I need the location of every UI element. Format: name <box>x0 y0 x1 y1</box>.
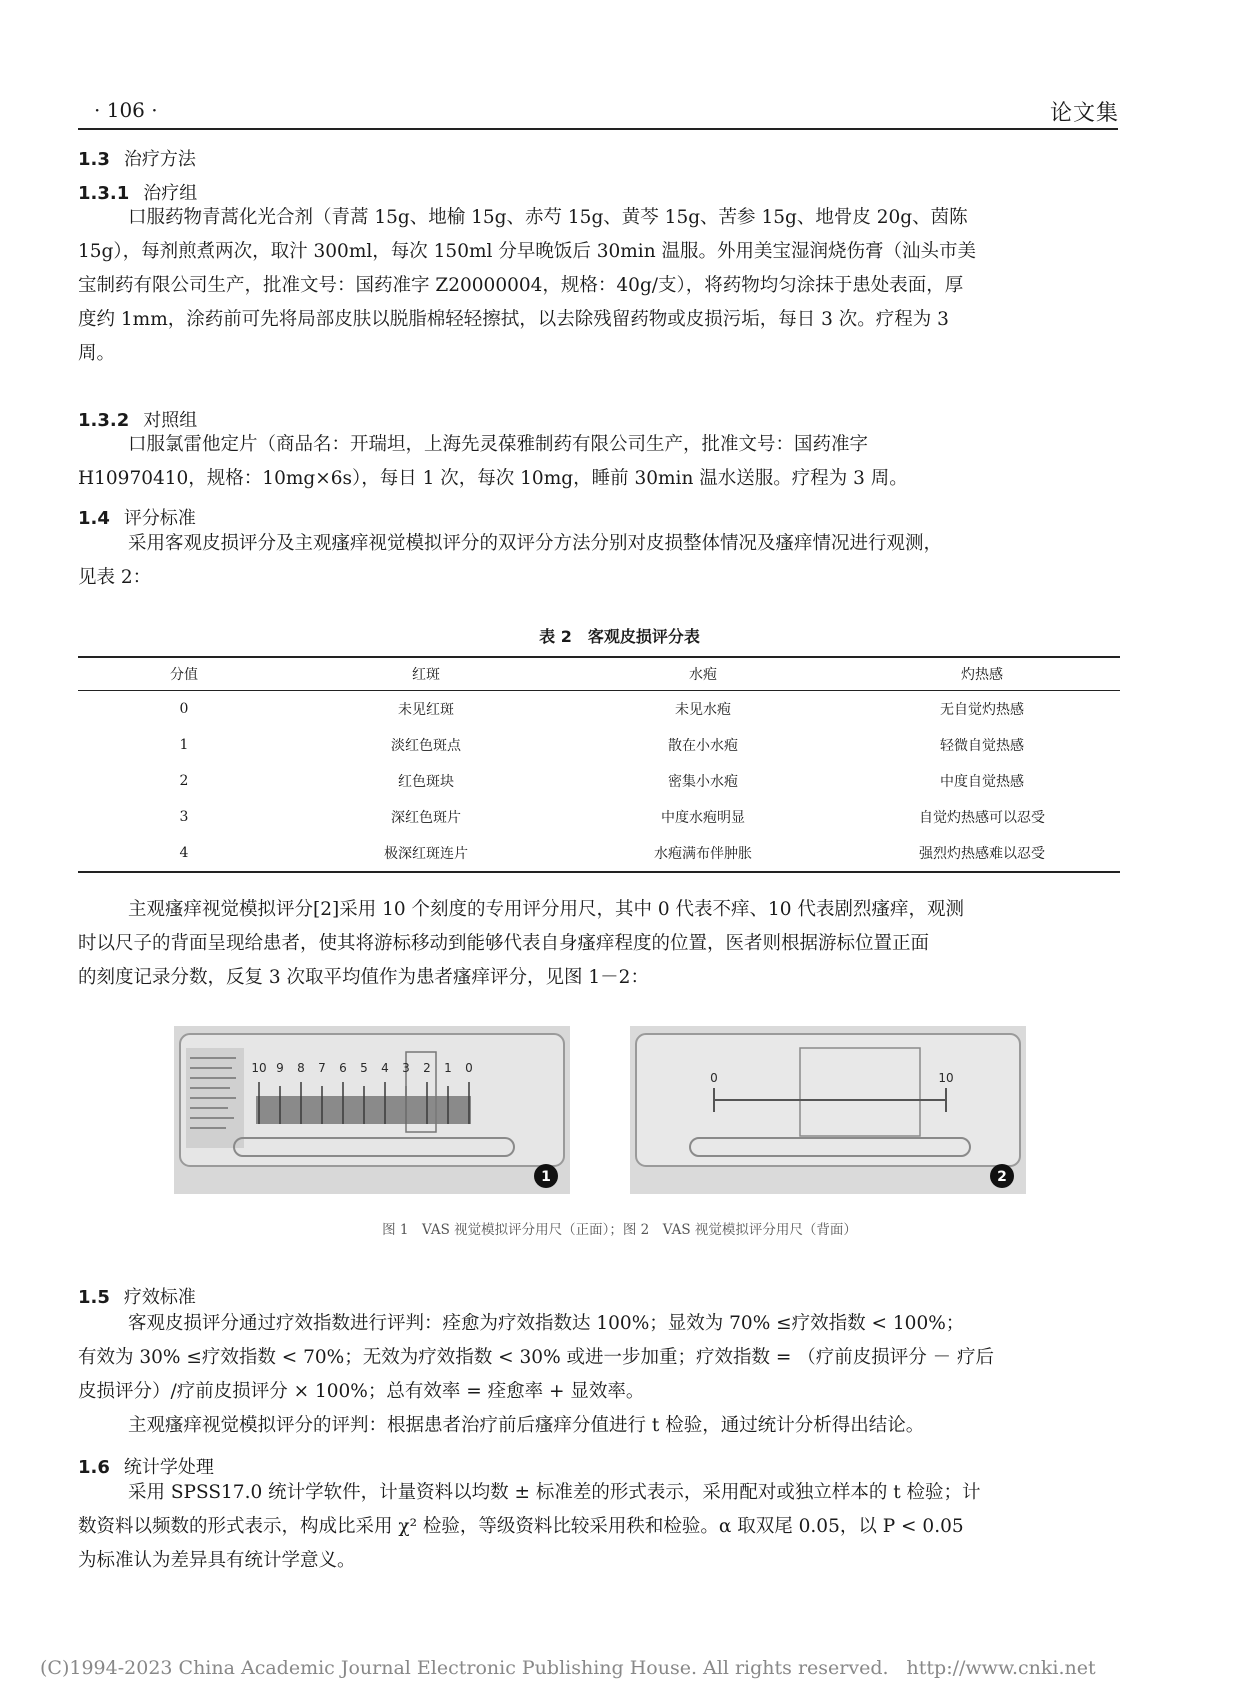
paragraph-treatment-group <box>78 201 1120 371</box>
cell-erythema: 红色斑块 <box>398 774 454 790</box>
cell-blister: 水疱满布伴肿胀 <box>562 835 844 872</box>
section-title: 统计学处理 <box>123 1457 214 1478</box>
copyright-text: (C)1994-2023 China Academic Journal Electronic Publishing House. All rights reserved. <box>40 1657 889 1679</box>
cell-burning: 无自觉灼热感 <box>940 702 1024 718</box>
section-title: 治疗组 <box>143 183 198 204</box>
table-row <box>78 799 1120 835</box>
cell-burning: 轻微自觉热感 <box>940 738 1024 754</box>
text-line: 口服药物青蒿化光合剂（青蒿 15g、地榆 15g、赤芍 15g、黄芩 15g、苦参 15g、地骨皮 20g、茵陈 <box>128 207 968 228</box>
text-line: 采用客观皮损评分及主观瘙痒视觉模拟评分的双评分方法分别对皮损整体情况及瘙痒情况进行观测， <box>128 533 943 554</box>
cell-erythema: 极深红斑连片 <box>290 835 562 872</box>
scale-label: 0 <box>710 1071 718 1085</box>
scale-label: 4 <box>381 1061 389 1075</box>
text-line: 时以尺子的背面呈现给患者，使其将游标移动到能够代表自身瘙痒程度的位置，医者则根据游标位置正面 <box>78 933 930 954</box>
table-header-row <box>78 657 1120 691</box>
section-title: 疗效标准 <box>123 1287 196 1308</box>
text-line: 宝制药有限公司生产，批准文号：国药准字 Z20000004，规格：40g/支），将药物均匀涂抹于患处表面，厚 <box>78 275 964 296</box>
text-line: 数资料以频数的形式表示，构成比采用 χ² 检验，等级资料比较采用秩和检验。α 取双尾 0.05，以 P < 0.05 <box>78 1516 964 1537</box>
section-number: 1.3.1 <box>78 183 130 204</box>
paragraph-vas <box>78 893 1120 995</box>
cell-burning: 自觉灼热感可以忍受 <box>919 810 1045 826</box>
cell-score: 4 <box>78 835 290 872</box>
text-line: 的刻度记录分数，反复 3 次取平均值作为患者瘙痒评分，见图 1－2： <box>78 967 649 988</box>
paragraph-scoring <box>78 527 1120 595</box>
section-1-3-heading <box>78 145 196 171</box>
paragraph-efficacy <box>78 1307 1120 1443</box>
scale-label: 7 <box>318 1061 326 1075</box>
figure-vas-ruler-back <box>630 1026 1026 1194</box>
section-number: 1.3.2 <box>78 410 130 431</box>
scale-label: 1 <box>444 1061 452 1075</box>
paragraph-statistics <box>78 1476 1120 1578</box>
text-line: 主观瘙痒视觉模拟评分的评判：根据患者治疗前后瘙痒分值进行 t 检验，通过统计分析得出结论。 <box>128 1415 925 1436</box>
section-number: 1.5 <box>78 1287 110 1308</box>
scale-label: 9 <box>276 1061 284 1075</box>
header-rule <box>78 128 1118 130</box>
cell-score: 2 <box>179 773 189 789</box>
section-1-5-heading <box>78 1283 196 1309</box>
section-number: 1.4 <box>78 508 110 529</box>
table-title: 表 2 客观皮损评分表 <box>539 627 700 646</box>
cell-score: 0 <box>179 701 189 717</box>
text-line: 15g），每剂煎煮两次，取汁 300ml，每次 150ml 分早晚饭后 30min 温服。外用美宝湿润烧伤膏（汕头市美 <box>78 241 976 262</box>
scale-label: 0 <box>465 1061 473 1075</box>
figure-badge-label: 1 <box>541 1169 551 1185</box>
scale-label: 2 <box>423 1061 431 1075</box>
text-line: 皮损评分）/疗前皮损评分 × 100%；总有效率 = 痊愈率 + 显效率。 <box>78 1381 645 1402</box>
text-line: H10970410，规格：10mg×6s），每日 1 次，每次 10mg，睡前 30min 温水送服。疗程为 3 周。 <box>78 468 908 489</box>
cell-score: 1 <box>179 737 189 753</box>
score-table <box>78 656 1120 873</box>
cell-burning: 强烈灼热感难以忍受 <box>844 835 1120 872</box>
cell-erythema: 淡红色斑点 <box>391 738 461 754</box>
figure-badge-label: 2 <box>997 1169 1007 1185</box>
section-title: 治疗方法 <box>123 149 196 170</box>
col-header-burning: 灼热感 <box>844 657 1120 691</box>
scale-label: 6 <box>339 1061 347 1075</box>
col-header-blister: 水疱 <box>562 657 844 691</box>
figure-vas-ruler-front <box>174 1026 570 1194</box>
section-number: 1.3 <box>78 149 110 170</box>
cell-score: 3 <box>179 809 189 825</box>
journal-name: 论文集 <box>1049 101 1119 126</box>
table-row <box>78 763 1120 799</box>
text-line: 有效为 30% ≤疗效指数 < 70%；无效为疗效指数 < 30% 或进一步加重；疗效指数 = （疗前皮损评分 － 疗后 <box>78 1347 995 1368</box>
table-row <box>78 727 1120 763</box>
text-line: 采用 SPSS17.0 统计学软件，计量资料以均数 ± 标准差的形式表示，采用配对或独立样本的 t 检验；计 <box>128 1482 981 1503</box>
table-row <box>78 835 1120 872</box>
cell-erythema: 深红色斑片 <box>391 810 461 826</box>
text-line: 见表 2： <box>78 567 152 588</box>
paragraph-control-group <box>78 428 1120 496</box>
ruler-front-photo <box>174 1026 570 1194</box>
text-line: 口服氯雷他定片（商品名：开瑞坦，上海先灵葆雅制药有限公司生产，批准文号：国药准字 <box>128 434 869 455</box>
scale-label: 5 <box>360 1061 368 1075</box>
section-number: 1.6 <box>78 1457 110 1478</box>
cell-burning: 中度自觉热感 <box>940 774 1024 790</box>
cell-blister: 中度水疱明显 <box>661 810 745 826</box>
text-line: 度约 1mm，涂药前可先将局部皮肤以脱脂棉轻轻擦拭，以去除残留药物或皮损污垢，每日 3 次。疗程为 3 <box>78 309 949 330</box>
cell-blister: 散在小水疱 <box>668 738 738 754</box>
scale-label: 10 <box>251 1061 267 1075</box>
scale-label: 10 <box>938 1071 954 1085</box>
figure-caption: 图 1 VAS 视觉模拟评分用尺（正面）；图 2 VAS 视觉模拟评分用尺（背面） <box>382 1222 857 1238</box>
copyright-footer <box>40 1657 1096 1679</box>
col-header-score: 分值 <box>78 657 290 691</box>
text-line: 为标准认为差异具有统计学意义。 <box>78 1550 356 1571</box>
text-line: 周。 <box>78 343 116 364</box>
section-title: 对照组 <box>143 410 198 431</box>
table-row <box>78 691 1120 728</box>
col-header-erythema: 红斑 <box>290 657 562 691</box>
section-title: 评分标准 <box>123 508 196 529</box>
page-number: · 106 · <box>94 98 158 122</box>
cnki-link[interactable]: http://www.cnki.net <box>906 1657 1096 1679</box>
text-line: 客观皮损评分通过疗效指数进行评判：痊愈为疗效指数达 100%；显效为 70% ≤疗效指数 < 100%； <box>128 1313 965 1334</box>
ruler-back-photo <box>630 1026 1026 1194</box>
scale-label: 8 <box>297 1061 305 1075</box>
cell-blister: 未见水疱 <box>675 702 731 718</box>
text-line: 主观瘙痒视觉模拟评分[2]采用 10 个刻度的专用评分用尺，其中 0 代表不痒、10 代表剧烈瘙痒，观测 <box>128 899 964 920</box>
cell-blister: 密集小水疱 <box>668 774 738 790</box>
scale-label: 3 <box>402 1061 410 1075</box>
cell-erythema: 未见红斑 <box>398 702 454 718</box>
